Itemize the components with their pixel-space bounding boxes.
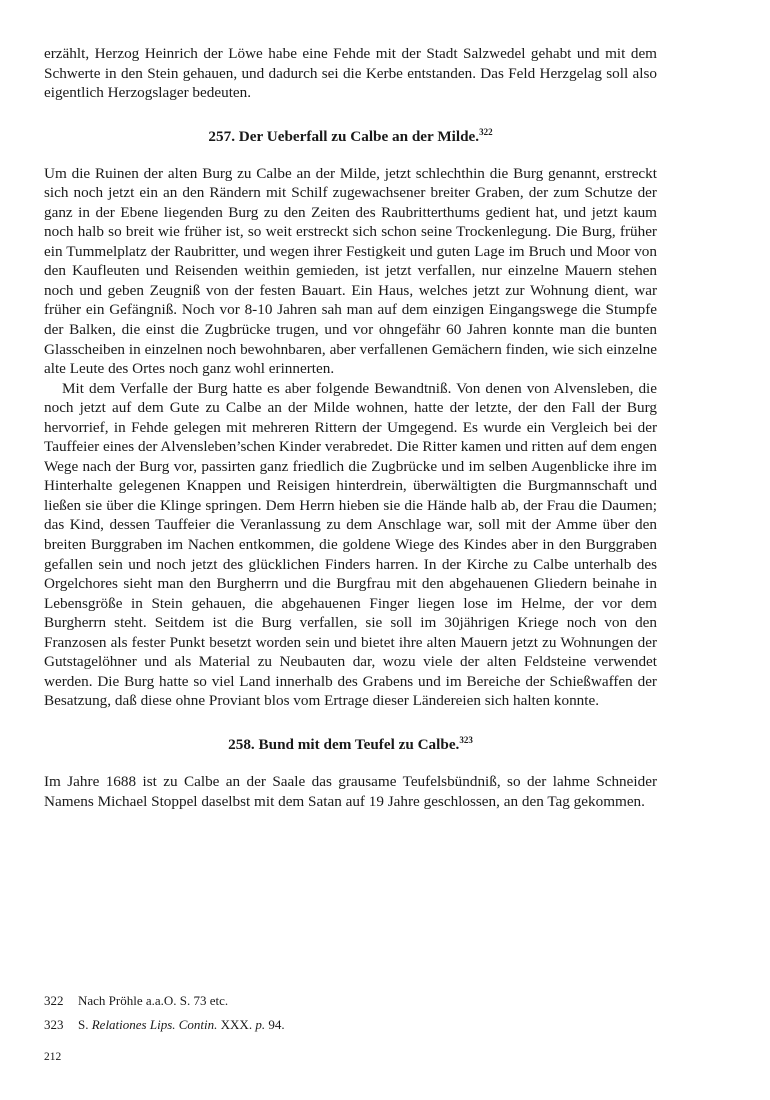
footnote-volume: XXX. — [220, 1017, 253, 1032]
footnote-page: 94. — [268, 1017, 285, 1032]
page-body — [44, 44, 657, 811]
page-number: 212 — [44, 1051, 62, 1063]
footnote-prefix: S. — [78, 1017, 89, 1032]
section-258-paragraph-1: Im Jahre 1688 ist zu Calbe an der Saale das grausame Teufelsbündniß, so der lahme Schneider Namens Michael Stoppel daselbst mit dem Satan auf 19 Jahre geschlossen, an den Tag gekommen. — [44, 772, 657, 810]
footnote-323 — [44, 1014, 657, 1035]
intro-paragraph: erzählt, Herzog Heinrich der Löwe habe eine Fehde mit der Stadt Salzwedel gehabt und mit dem Schwerte in den Stein gehauen, und dadurch sei die Kerbe entstanden. Das Feld Herzgelag soll also eigentlich Herzogslager bedeuten. — [44, 45, 657, 102]
footnote-text: Nach Pröhle a.a.O. S. 73 etc. — [78, 993, 229, 1008]
section-258-title: 258. Bund mit dem Teufel zu Calbe. — [228, 735, 460, 753]
footnote-page-abbr: p. — [255, 1017, 266, 1032]
section-257-title: 257. Der Ueberfall zu Calbe an der Milde. — [208, 127, 480, 145]
footnote-322 — [44, 990, 657, 1011]
footnotes — [44, 990, 657, 1038]
section-257-paragraph-2: Mit dem Verfalle der Burg hatte es aber folgende Bewandtniß. Von denen von Alvensleben, die noch jetzt auf dem Gute zu Calbe an der Milde wohnen, hatte der letzte, der den Fall der Burg hervorrief, in Fehde gelegen mit mehreren Rittern der Umgegend. Es wurde ein Vergleich bei der Tauffeier eines der Alvensleben’schen Kinder verabredet. Die Ritter kamen und ritten auf dem engen Wege nach der Burg vor, passirten ganz friedlich die Zugbrücke und im selben Augenblicke ihre im Hinterhalte gelegenen Knappen und Reisigen hinterdrein, überwältigten die Burgmannschaft und ließen sie über die Klinge springen. Dem Herrn hieben sie die Hände halb ab, der Frau die Daumen; das Kind, dessen Tauffeier die Veranlassung zu dem Anschlage war, soll mit der Amme über den breiten Burggraben im Nachen entkommen, die goldene Wiege des Kindes aber in den Burggraben gefallen sein und noch jetzt des glücklichen Finders harren. In der Kirche zu Calbe unterhalb des Orgelchores sieht man den Burgherrn und die Burgfrau mit den abgehauenen Gliedern beinahe in Lebensgröße in Stein gehauen, die abgehauenen Finger liegen lose im Helme, der vor dem Burgherrn steht. Seitdem ist die Burg verfallen, sie soll im 30jährigen Kriege noch von den Franzosen als fester Punkt besetzt worden sein und bietet ihre alten Mauern jetzt zu Wohnungen der Gutstagelöhner und als Material zu Neubauten dar, wozu viele der alten Feldsteine verwendet werden. Die Burg hatte so viel Land innerhalb des Grabens und im Bereiche der Schießwaffen der Besatzung, daß diese ohne Proviant blos vom Ertrage dieser Ländereien sich halten konnte. — [44, 379, 657, 710]
section-258-heading — [44, 730, 657, 755]
section-257-paragraph-1: Um die Ruinen der alten Burg zu Calbe an der Milde, jetzt schlechthin die Burg genannt, erstreckt sich noch jetzt ein an den Rändern mit Schilf zugewachsener breiter Graben, der zum Schutze der ganz in der Ebene liegenden Burg zu den Zeiten des Raubritterthums gedient hat, und jetzt kaum noch halb so breit wie früher ist, so weit erstreckt sich schon seine Trockenlegung. Die Burg, früher ein Tummelplatz der Raubritter, und wegen ihrer Festigkeit und guten Lage im Bruch und Moor von den Kaufleuten und Reisenden weithin gemieden, ist jetzt verfallen, nur einzelne Mauern stehen noch und geben Zeugniß von der festen Bauart. Ein Haus, welches jetzt zur Wohnung dient, war früher ein Gefängniß. Noch vor 8-10 Jahren sah man auf dem einzigen Eingangswege die Stumpfe der Balken, die einst die Zugbrücke trugen, und vor ohngefähr 60 Jahren konnte man die bunten Glasscheiben in einzelnen noch bewohnbaren, aber verfallenen Gemächern finden, wie sich einzelne alte Leute des Ortes noch ganz wohl erinnerten. — [44, 164, 657, 378]
footnote-source-title: Relationes Lips. Contin. — [91, 1017, 218, 1032]
footnote-ref-323[interactable]: 323 — [459, 734, 473, 745]
section-257-heading — [44, 122, 657, 147]
footnote-ref-322[interactable]: 322 — [479, 126, 493, 137]
footnote-number: 323 — [44, 1017, 64, 1032]
footnote-number: 322 — [44, 993, 64, 1008]
footnote-text — [78, 1014, 285, 1035]
